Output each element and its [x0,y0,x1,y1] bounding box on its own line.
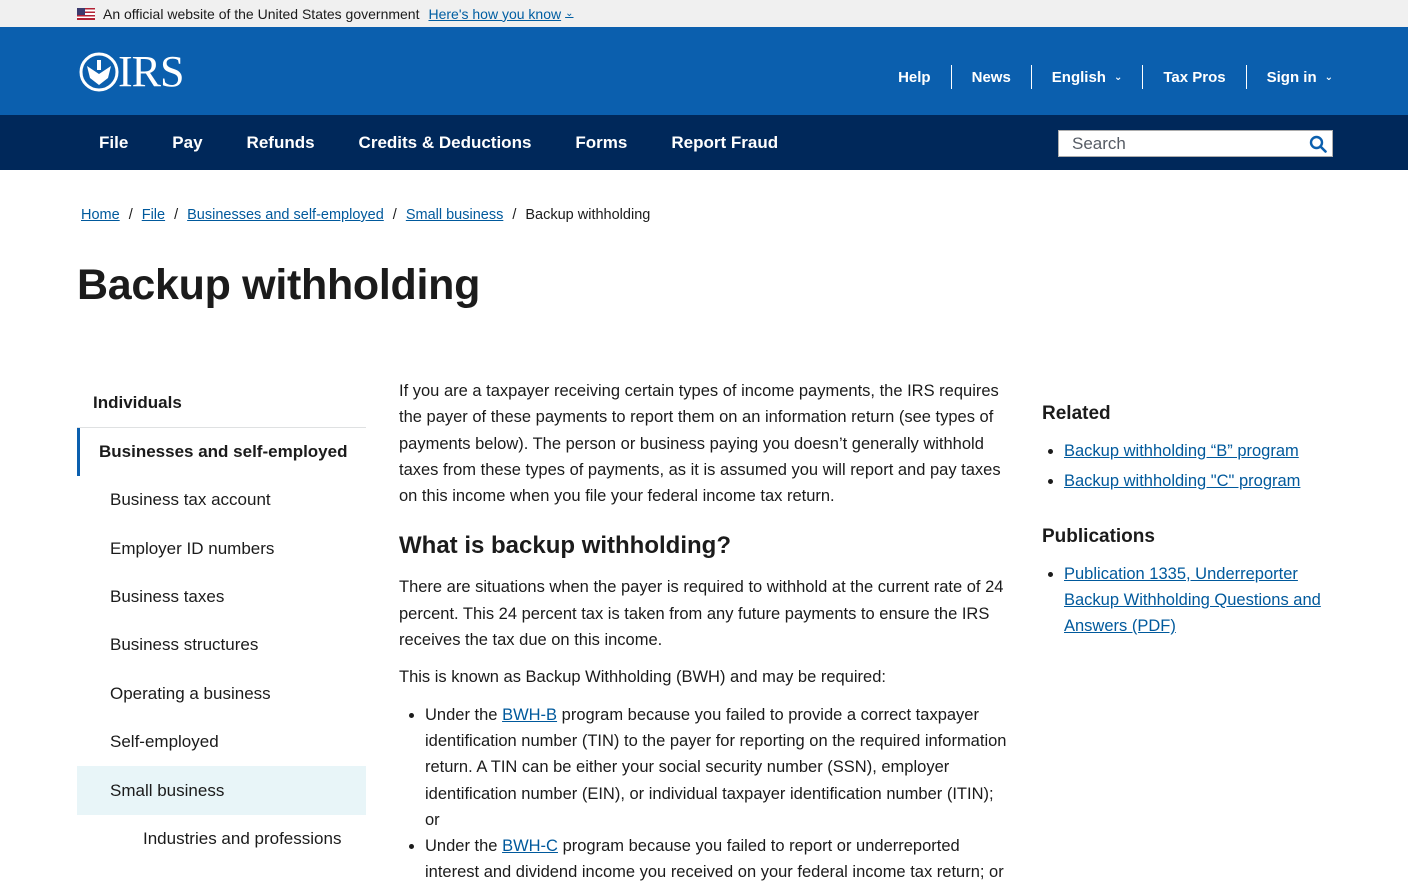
related-heading: Related [1042,403,1111,424]
publications-heading: Publications [1042,525,1155,547]
nav-file[interactable]: File [99,132,129,152]
intro-paragraph: If you are a taxpayer receiving certain types of income payments, the IRS requires the payer of these payments to report them on an information return (see types of payments below). The person or business paying you doesn’t generally withhold taxes from these types of payments, as it is assumed you will report and pay taxes on this income when you file your federal income tax return. [399,382,1001,506]
publication-1335-link[interactable]: Publication 1335, Underreporter Backup Withholding Questions and Answers (PDF) [1064,564,1321,636]
breadcrumb-home[interactable]: Home [81,207,120,223]
logo-text: IRS [118,47,184,96]
sidenav-employer-id-numbers[interactable]: Employer ID numbers [110,538,275,558]
nav-report-fraud[interactable]: Report Fraud [671,132,779,152]
help-link[interactable]: Help [898,68,931,86]
rate-paragraph: There are situations when the payer is required to withhold at the current rate of 24 percent. This 24 percent tax is taken from any future payments to ensure the IRS receives the tax due on this income. [399,578,1004,650]
bwh-b-link[interactable]: BWH-B [502,705,558,724]
language-dropdown[interactable]: English ⌄ [1031,65,1143,89]
related-link-b-program[interactable]: Backup withholding “B” program [1064,442,1299,460]
related-link-c-program[interactable]: Backup withholding "C" program [1064,472,1301,491]
list-item [1064,468,1342,494]
nav-pay[interactable]: Pay [172,132,203,152]
list-item: • Under the BWH-B program because you failed to provide a correct taxpayer identification number (TIN) to the payer for reporting on the required information return. A TIN can be either your social security number (SSN), employer identification number (EIN), or individual taxpayer identification number (ITIN); or [425,702,1011,833]
breadcrumb-separator: / [174,207,179,223]
breadcrumb-businesses[interactable]: Businesses and self-employed [187,207,384,223]
main-content [399,378,1011,886]
breadcrumb-separator: / [128,207,133,223]
search-box [1058,130,1333,157]
utility-nav [878,65,1333,89]
us-flag-icon [77,8,95,20]
sidenav-individuals[interactable]: Individuals [77,378,366,428]
page-title: Backup withholding [77,261,481,309]
search-icon [1309,135,1327,153]
sidenav-self-employed[interactable]: Self-employed [110,732,219,752]
search-button[interactable] [1304,131,1332,156]
chevron-down-icon: ⌄ [1113,71,1123,83]
heres-how-you-know-link[interactable]: Here's how you know ⌄ [428,5,574,22]
search-input[interactable] [1059,131,1304,156]
related-list [1042,438,1342,495]
bwh-c-link[interactable]: BWH-C [502,837,558,856]
sidenav-small-business[interactable]: Small business [77,766,366,814]
bwh-paragraph: This is known as Backup Withholding (BWH) and may be required: [399,668,886,687]
sidenav-operating-a-business[interactable]: Operating a business [110,683,271,703]
side-nav [77,378,366,863]
sidebar-related [1042,400,1342,667]
breadcrumb-current: Backup withholding [525,207,651,223]
chevron-down-icon: ⌄ [1324,71,1333,83]
eagle-icon [78,52,120,92]
breadcrumb [81,207,650,223]
sidenav-industries-professions[interactable]: Industries and professions [143,828,342,848]
breadcrumb-separator: / [512,207,517,223]
site-header [0,27,1408,115]
tax-pros-link[interactable]: Tax Pros [1142,65,1245,89]
breadcrumb-separator: / [392,207,397,223]
list-item: • Under the BWH-C program because you failed to report or underreported interest and dividend income you received on your federal income tax return; or [425,833,1011,886]
breadcrumb-file[interactable]: File [141,207,166,223]
gov-banner-text: An official website of the United States government [103,5,420,22]
publications-list [1042,561,1342,640]
sidenav-business-tax-account[interactable]: Business tax account [110,490,271,510]
chevron-down-icon: ⌄ [565,8,574,19]
irs-logo[interactable] [78,47,194,96]
sidenav-business-taxes[interactable]: Business taxes [110,586,225,606]
nav-refunds[interactable]: Refunds [246,132,315,152]
list-item [1064,438,1342,464]
breadcrumb-small-business[interactable]: Small business [405,207,504,223]
section-heading: What is backup withholding? [399,532,731,560]
news-link[interactable]: News [951,65,1031,89]
sidenav-businesses-self-employed[interactable]: Businesses and self-employed [77,428,366,476]
nav-forms[interactable]: Forms [575,132,628,152]
nav-credits-deductions[interactable]: Credits & Deductions [358,132,532,152]
list-item [1064,561,1342,640]
sidenav-business-structures[interactable]: Business structures [110,635,259,655]
bwh-list [399,702,1011,886]
gov-banner [0,0,1408,27]
sign-in-dropdown[interactable]: Sign in ⌄ [1246,65,1333,89]
